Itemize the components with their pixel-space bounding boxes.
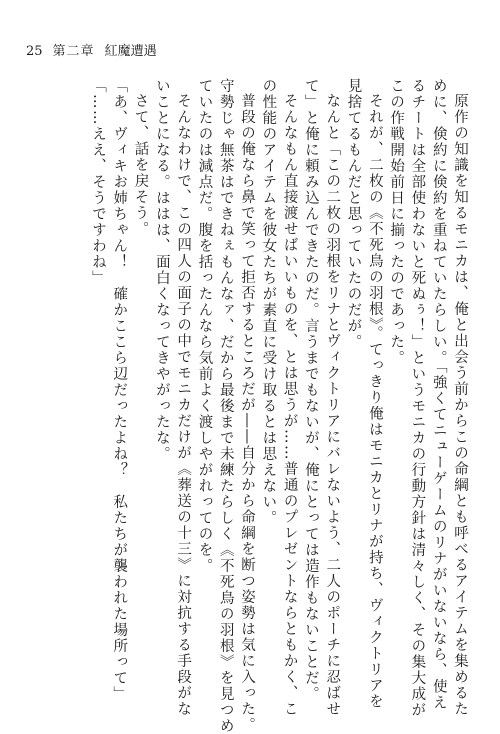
- page-number: 25: [26, 44, 43, 59]
- body-text: [23, 78, 470, 734]
- text-line: の性能のアイテムを彼女たちが素直に受け取るとは思えない。: [260, 78, 277, 526]
- chapter-label: 第二章: [52, 44, 95, 59]
- text-line: いことになる。ははは、面白くなってきやがったな。: [153, 78, 170, 462]
- text-line: 原作の知識を知るモニカは、俺と出会う前からこの命綱とも呼べるアイテムを集めるた: [452, 92, 468, 717]
- text-line: それが、二枚の《不死鳥の羽根》。てっきり俺はモニカとリナが持ち、ヴィクトリアを: [366, 92, 383, 710]
- text-line: めに、倹約に倹約を重ねていたらしい。「強くてニューゲームのリナがいないなら、使え: [430, 78, 447, 711]
- text-line: なんと「この二枚の羽根をリナとヴィクトリアにバレないよう、二人のポーチに忍ばせ: [324, 92, 341, 717]
- chapter-title: 紅魔遭遇: [104, 44, 157, 59]
- text-line: るチートは全部使わないと死ぬぅ！」というモニカの行動方針は清々しく、その集大成が: [409, 78, 426, 718]
- text-line: そんなわけで、この四人の面子の中でモニカだけが《葬送の十三》に対抗する手段がな: [175, 92, 192, 717]
- text-line: 「あ、ヴィキお姉ちゃん！ 確かここら辺だったよね？ 私たちが襲われた場所って」: [111, 78, 128, 702]
- text-line: 普段の俺なら鼻で笑って拒否するところだが――自分から命綱を断つ姿勢は気に入った。: [239, 92, 256, 733]
- text-line: て」と俺に頼み込んできたのだ。言うまでもないが、俺にとっては造作もないことだ。: [302, 78, 319, 702]
- text-line: さて、話を戻そう。: [132, 92, 149, 237]
- text-line: この作戦開始前日に揃ったのであった。: [388, 78, 405, 366]
- text-line: ていたのは減点だ。腹を括ったんなら気前よく渡しやがれってのを。: [196, 78, 213, 574]
- text-line: 守勢じゃ無茶はできねぇもんなァ、だから最後まで未練たらしく《不死鳥の羽根》を見つめ: [217, 78, 234, 734]
- text-line: そんなもん直接渡せばいいものを、とは思うが……普通のプレゼントならともかく、こ: [281, 92, 298, 717]
- running-header: [26, 40, 157, 59]
- text-line: 見捨てるもんだと思っていたのだが。: [345, 78, 362, 350]
- text-line: 「……ええ、そうですわね」: [89, 78, 106, 286]
